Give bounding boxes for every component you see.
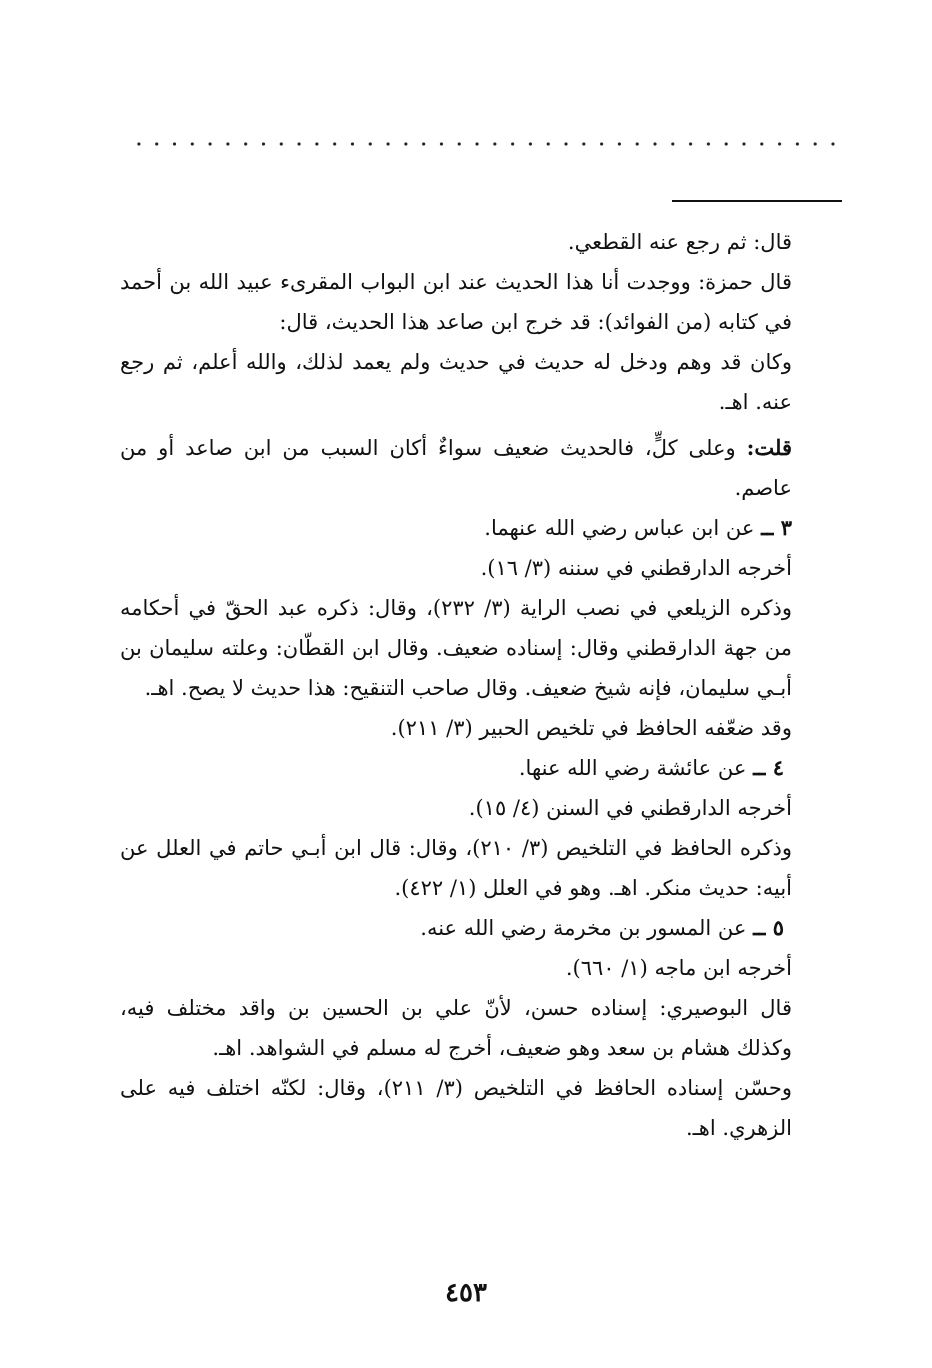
- qultu-label: قلت:: [746, 435, 792, 460]
- paragraph: وحسّن إسناده الحافظ في التلخيص (٣/ ٢١١)، وقال: لكنّه اختلف فيه على الزهري. اهـ.: [120, 1076, 792, 1140]
- footnote-rule: [672, 200, 842, 202]
- hadith-text: عن المسور بن مخرمة رضي الله عنه.: [420, 916, 747, 940]
- hadith-item: [120, 908, 842, 948]
- hadith-number: ٤ ــ: [753, 755, 784, 780]
- dotted-separator: [130, 138, 842, 150]
- page-number: ٤٥٣: [445, 1278, 487, 1308]
- paragraph: قال البوصيري: إسناده حسن، لأنّ علي بن الحسين بن واقد مختلف فيه، وكذلك هشام بن سعد وهو ضعيف، أخرج له مسلم في الشواهد. اهـ.: [120, 996, 792, 1060]
- paragraph: قال: ثم رجع عنه القطعي.: [567, 230, 792, 254]
- page-body: [120, 222, 842, 1148]
- paragraph: وذكره الزيلعي في نصب الراية (٣/ ٢٣٢)، وقال: ذكره عبد الحقّ في أحكامه من جهة الدارقطني وقال: إسناده ضعيف. وقال ابن القطّان: وعلته سليمان بن أبـي سليمان، فإنه شيخ ضعيف. وقال صاحب التنقيح: هذا حديث لا يصح. اهـ.: [120, 596, 792, 700]
- paragraph-text: وعلى كلٍّ، فالحديث ضعيف سواءٌ أكان السبب من ابن صاعد أو من عاصم.: [120, 436, 792, 500]
- hadith-item: [120, 508, 842, 548]
- paragraph: وكان قد وهم ودخل له حديث في حديث ولم يعمد لذلك، والله أعلم، ثم رجع عنه. اهـ.: [120, 350, 792, 414]
- paragraph: [120, 428, 842, 508]
- hadith-item: [120, 748, 842, 788]
- hadith-text: عن ابن عباس رضي الله عنهما.: [484, 516, 755, 540]
- paragraph: أخرجه الدارقطني في سننه (٣/ ١٦).: [480, 556, 792, 580]
- paragraph: وقد ضعّفه الحافظ في تلخيص الحبير (٣/ ٢١١).: [390, 716, 792, 740]
- hadith-number: ٣ ــ: [761, 515, 792, 540]
- hadith-text: عن عائشة رضي الله عنها.: [518, 756, 747, 780]
- paragraph: وذكره الحافظ في التلخيص (٣/ ٢١٠)، وقال: قال ابن أبـي حاتم في العلل عن أبيه: حديث منكر. اهـ. وهو في العلل (١/ ٤٢٢).: [120, 836, 792, 900]
- paragraph: أخرجه ابن ماجه (١/ ٦٦٠).: [565, 956, 792, 980]
- paragraph: أخرجه الدارقطني في السنن (٤/ ١٥).: [468, 796, 792, 820]
- hadith-number: ٥ ــ: [753, 915, 784, 940]
- paragraph: قال حمزة: ووجدت أنا هذا الحديث عند ابن البواب المقرىء عبيد الله بن أحمد في كتابه (من الفوائد): قد خرج ابن صاعد هذا الحديث، قال:: [120, 270, 792, 334]
